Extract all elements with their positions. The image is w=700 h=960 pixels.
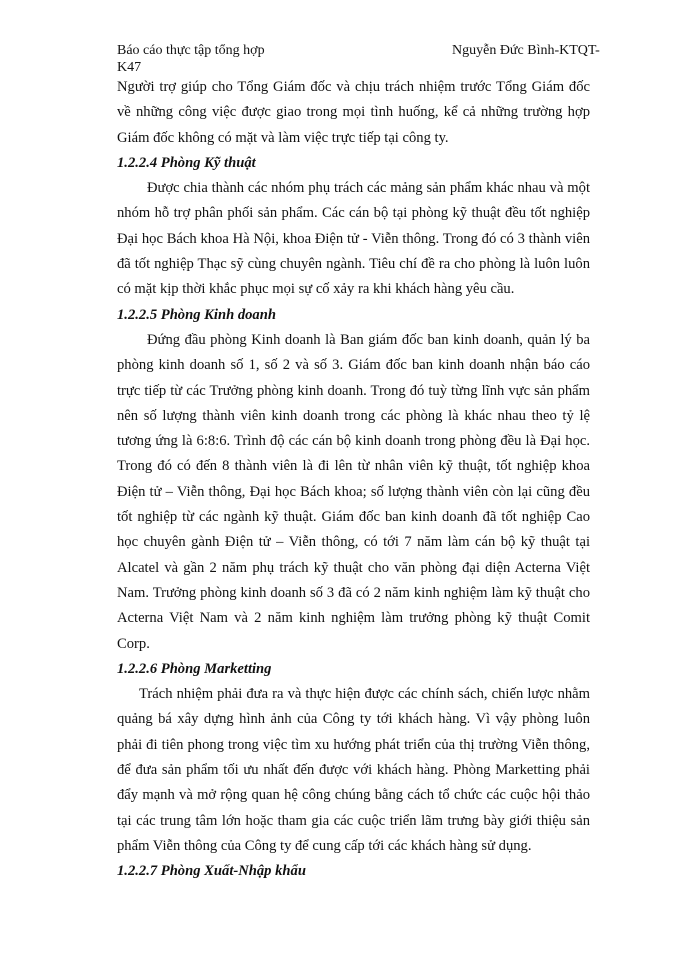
section-heading-kinh-doanh: 1.2.2.5 Phòng Kinh doanh <box>117 306 276 323</box>
header-author-class: K47 <box>117 60 142 75</box>
section-text-kinh-doanh: Đứng đầu phòng Kinh doanh là Ban giám đốc ban kinh doanh, quản lý ba phòng kinh doanh số 1, số 2 và số 3. Giám đốc ban kinh doanh nhận báo cáo trực tiếp từ các Trưởng phòng kinh doanh. Trong đó tuỳ từng lĩnh vực sản phẩm nên số lượng thành viên kinh doanh trong các phòng là khác nhau theo tỷ lệ tương ứng là 6:8:6. Trình độ các cán bộ kinh doanh trong phòng đều là Đại học. Trong đó có đến 8 thành viên là đi lên từ nhân viên kỹ thuật, tốt nghiệp khoa Điện tử – Viễn thông, Đại học Bách khoa; số lượng thành viên còn lại cũng đều tốt nghiệp từ các ngành kỹ thuật. Giám đốc ban kinh doanh đã tốt nghiệp Cao học chuyên gành Điện tử – Viễn thông, có tới 7 năm làm cán bộ kỹ thuật tại Alcatel và gần 2 năm phụ trách kỹ thuật cho văn phòng đại diện Acterna Việt Nam. Trưởng phòng kinh doanh số 3 đã có 2 năm kinh nghiệm làm kỹ thuật cho Acterna Việt Nam và 2 năm kinh nghiệm làm trưởng phòng kỹ thuật Comit Corp. <box>117 331 590 652</box>
section-text-ky-thuat: Được chia thành các nhóm phụ trách các mảng sản phẩm khác nhau và một nhóm hỗ trợ phân phối sản phẩm. Các cán bộ tại phòng kỹ thuật đều tốt nghiệp Đại học Bách khoa Hà Nội, khoa Điện tử - Viễn thông. Trong đó có 3 thành viên đã tốt nghiệp Thạc sỹ cùng chuyên ngành. Tiêu chí đề ra cho phòng là luôn luôn có mặt kịp thời khắc phục mọi sự cố xảy ra khi khách hàng yêu cầu. <box>117 180 590 298</box>
page-body <box>117 75 590 885</box>
section-text-marketting: Trách nhiệm phải đưa ra và thực hiện được các chính sách, chiến lược nhằm quảng bá xây dựng hình ảnh của Công ty tới khách hàng. Vì vậy phòng luôn phải đi tiên phong trong việc tìm xu hướng phát triển của thị trường Viễn thông, để đưa sản phẩm tối ưu nhất đến được với khách hàng. Phòng Marketting phải đẩy mạnh và mở rộng quan hệ công chúng bằng cách tổ chức các cuộc hội thảo tại các trung tâm lớn hoặc tham gia các cuộc triển lãm trưng bày giới thiệu sản phẩm Viễn thông của Công ty để cung cấp tới các khách hàng sử dụng. <box>117 686 590 854</box>
section-heading-ky-thuat: 1.2.2.4 Phòng Kỹ thuật <box>117 154 256 171</box>
header-author: Nguyễn Đức Bình-KTQT- <box>452 43 600 58</box>
intro-paragraph: Người trợ giúp cho Tổng Giám đốc và chịu trách nhiệm trước Tổng Giám đốc về những công việc được giao trong mọi tình huống, kể cả những trường hợp Giám đốc không có mặt và làm việc trực tiếp tại công ty. <box>117 79 590 146</box>
section-heading-xuat-nhap-khau: 1.2.2.7 Phòng Xuất-Nhập khẩu <box>117 863 306 880</box>
section-heading-marketting: 1.2.2.6 Phòng Marketting <box>117 660 272 677</box>
header-report-title: Báo cáo thực tập tổng hợp <box>117 43 265 58</box>
